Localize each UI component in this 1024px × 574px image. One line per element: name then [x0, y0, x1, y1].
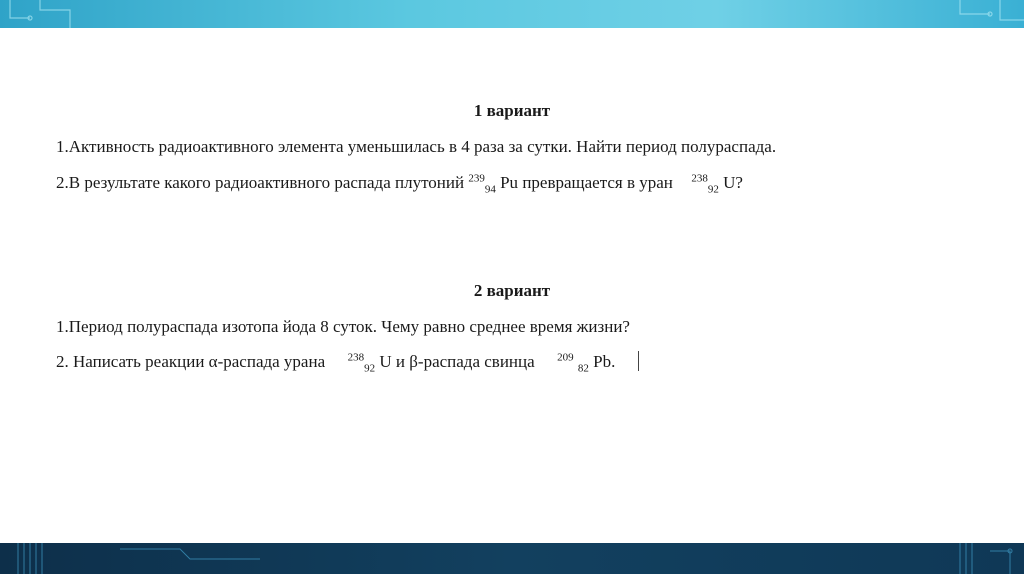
variant-2-title: 2 вариант: [473, 281, 551, 300]
v2q2-text-a: 2. Написать реакции α-распада урана: [56, 352, 326, 371]
variant-1-title: 1 вариант: [473, 101, 551, 120]
v1q2-text-b: превращается в уран: [522, 173, 673, 192]
variant-2-question-2: [56, 351, 639, 375]
bottom-decorative-band: [0, 543, 1024, 574]
u-atomic-number: 92: [707, 183, 719, 196]
variant-1-question-1: 1.Активность радиоактивного элемента уменьшилась в 4 раза за сутки. Найти период полураспада.: [56, 137, 777, 156]
v1q2-text-a: 2.В результате какого радиоактивного распада плутоний: [56, 173, 465, 192]
circuit-pattern-bottom: [0, 543, 1024, 574]
u-atomic-number: 92: [364, 362, 376, 375]
u-mass-number: 238: [347, 351, 365, 364]
pu-mass-number: 239: [468, 172, 485, 185]
u-symbol: U?: [723, 173, 743, 192]
variant-2-question-1: 1.Период полураспада изотопа йода 8 суток. Чему равно среднее время жизни?: [56, 317, 630, 336]
v2q2-text-b: и β-распада свинца: [395, 352, 535, 371]
pu-atomic-number: 94: [484, 183, 496, 196]
u-mass-number: 238: [691, 172, 708, 185]
pb-symbol: Pb.: [593, 352, 616, 371]
u-symbol: U: [379, 352, 392, 371]
text-cursor: [638, 351, 639, 371]
variant-1-question-2: [56, 172, 743, 196]
pb-mass-number: 209: [557, 351, 574, 364]
pu-symbol: Pu: [500, 173, 519, 192]
pb-atomic-number: 82: [577, 362, 589, 375]
